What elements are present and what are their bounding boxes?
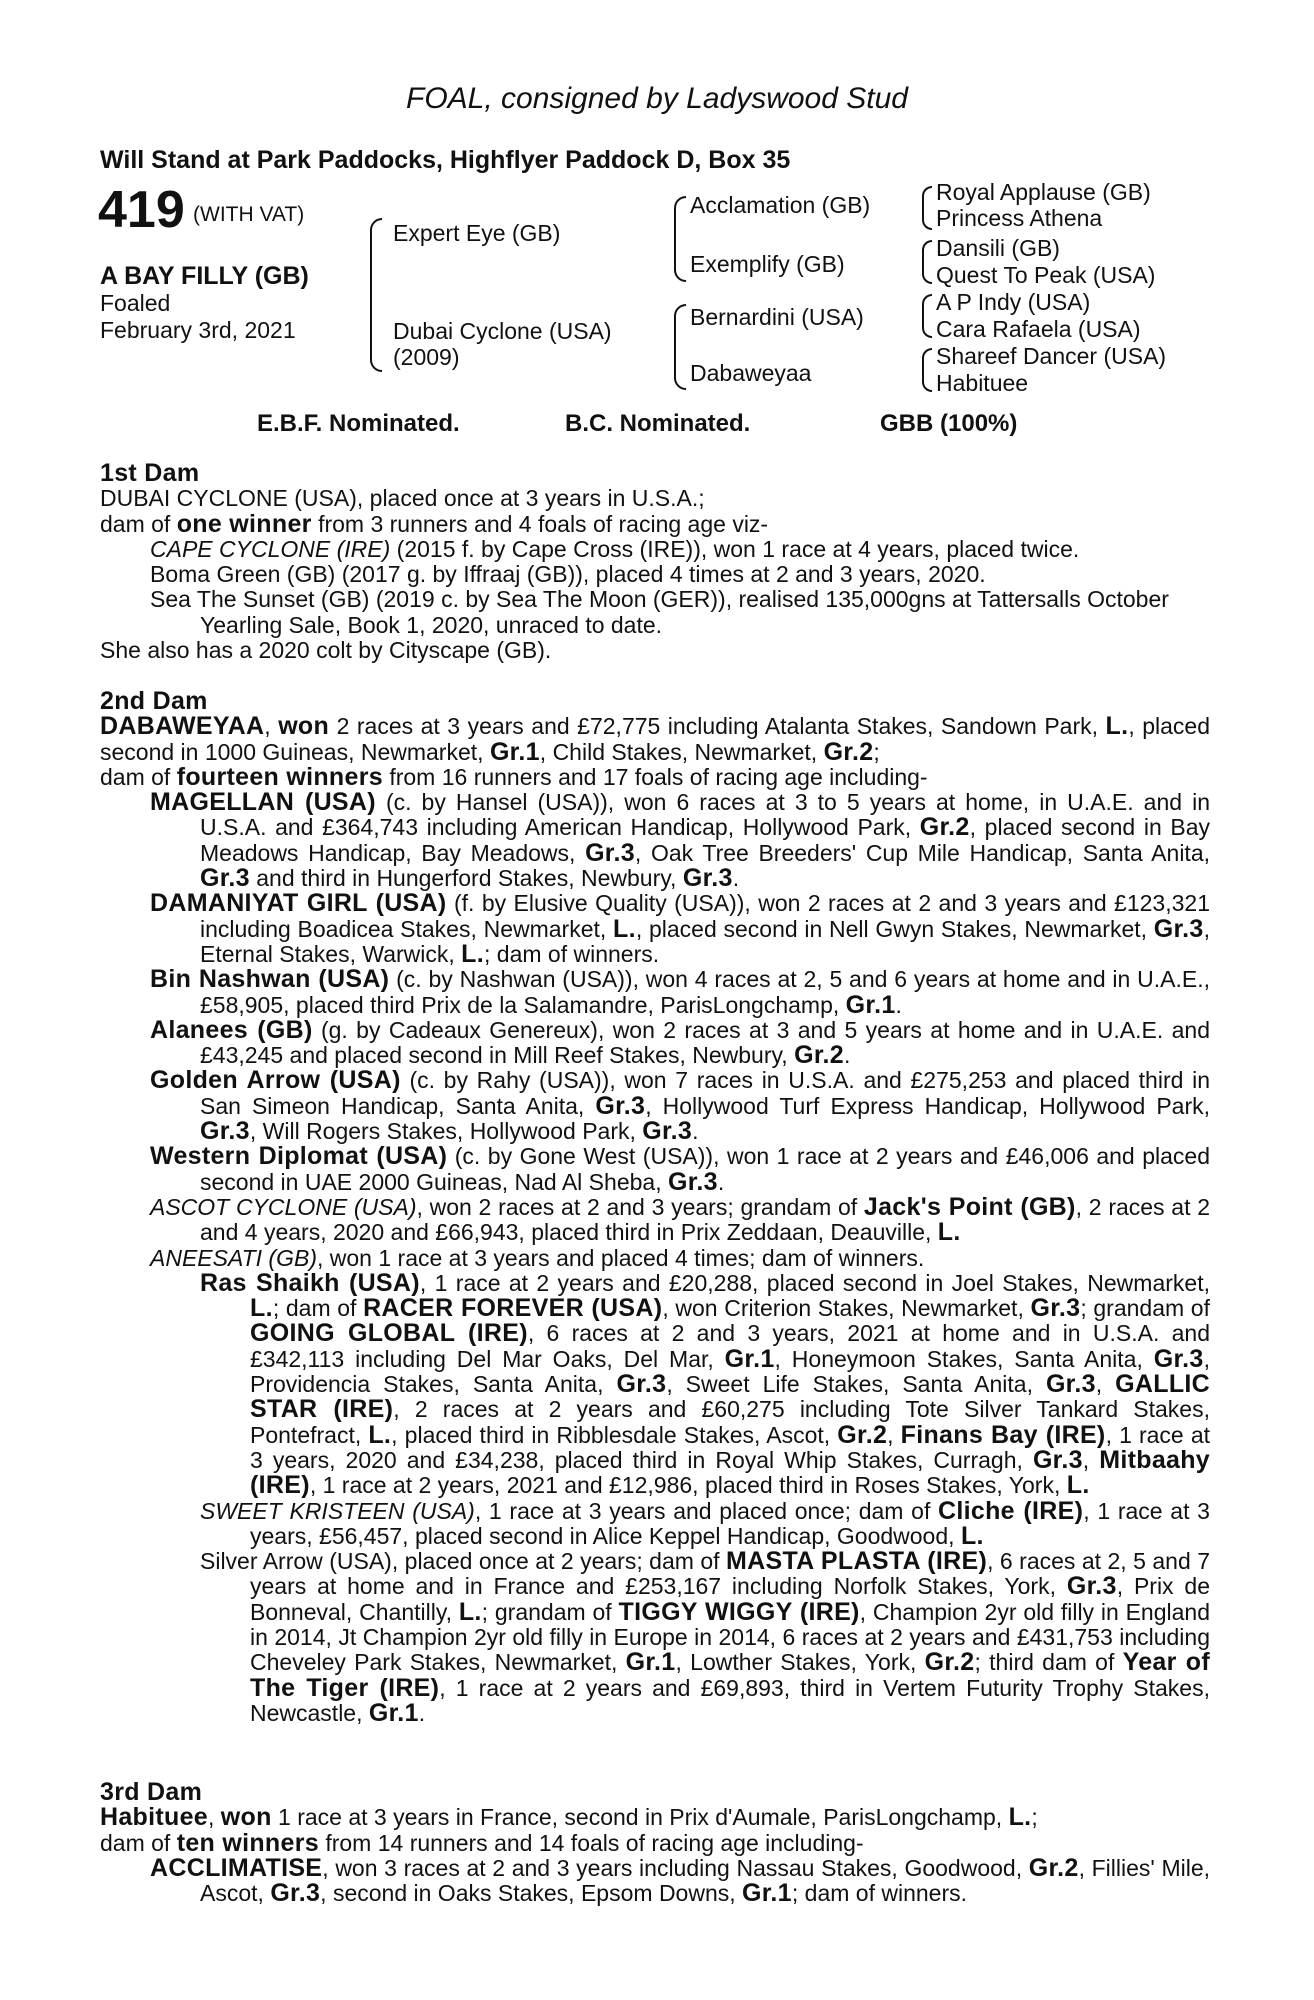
bracket-g1 [922, 186, 932, 230]
foaled-date: February 3rd, 2021 [100, 317, 296, 343]
third-dam-line: Habituee, won 1 race at 3 years in France, second in Prix d'Aumale, ParisLongchamp, L.; [100, 1803, 1038, 1832]
produce-entry: ASCOT CYCLONE (USA), won 2 races at 2 and 3 years; grandam of Jack's Point (GB), 2 races at 2 and 4 years, 2020 and £66,943, placed third in Prix Zeddaan, Deauville, L. [150, 1192, 1210, 1247]
second-dam-heading: 2nd Dam [100, 687, 208, 715]
produce-entry: DAMANIYAT GIRL (USA) (f. by Elusive Quality (USA)), won 2 races at 2 and 3 years and £123,321 including Boadicea Stakes, Newmarket, L., placed second in Nell Gwyn Stakes, Newmarket, Gr.3, Eternal Stakes, Warwick, L.; dam of winners. [150, 889, 1211, 968]
pedigree-sss: Royal Applause (GB) [936, 179, 1151, 205]
pedigree-sdd: Quest To Peak (USA) [936, 262, 1156, 288]
pedigree-sds: Dansili (GB) [936, 235, 1060, 261]
pedigree-sire-dam: Exemplify (GB) [690, 251, 845, 277]
pedigree-dam: Dubai Cyclone (USA) [393, 318, 612, 344]
pedigree-dam-sire: Bernardini (USA) [690, 304, 864, 330]
produce-entry: Boma Green (GB) (2017 g. by Iffraaj (GB)), placed 4 times at 2 and 3 years, 2020. [150, 561, 986, 588]
produce-entry: Alanees (GB) (g. by Cadeaux Genereux), won 2 races at 3 and 5 years at home and in U.A.E. and £43,245 and placed second in Mill Reef Stakes, Newbury, Gr.2. [150, 1015, 1210, 1070]
first-dam-heading: 1st Dam [100, 459, 200, 487]
produce-entry: Sea The Sunset (GB) (2019 c. by Sea The Moon (GER)), realised 135,000gns at Tattersalls October Yearling Sale, Book 1, 2020, unraced to date. [150, 586, 1169, 638]
bc-nominated: B.C. Nominated. [565, 410, 751, 437]
pedigree-ssd: Princess Athena [936, 205, 1103, 231]
first-dam-section [100, 461, 1210, 663]
bracket-g4 [922, 348, 932, 392]
third-dam-heading: 3rd Dam [100, 1778, 203, 1806]
gbb-status: GBB (100%) [880, 410, 1018, 437]
produce-entry: Western Diplomat (USA) (c. by Gone West (USA)), won 1 race at 2 years and £46,006 and placed second in UAE 2000 Guineas, Nad Al Sheba, Gr.3. [150, 1142, 1210, 1196]
foaled-label: Foaled [100, 290, 171, 316]
third-dam-produce-line: dam of ten winners from 14 runners and 14 foals of racing age including- [100, 1828, 864, 1857]
grand-produce-entry: Silver Arrow (USA), placed once at 2 years; dam of MASTA PLASTA (IRE), 6 races at 2, 5 and 7 years at home and in France and £253,167 including Norfolk Stakes, York, Gr.3, Prix de Bonneval, Chantilly, L.; grandam of TIGGY WIGGY (IRE), Champion 2yr old filly in England in 2014, Jt Champion 2yr old filly in Europe in 2014, 6 races at 2 years and £431,753 including Cheveley Park Stakes, Newmarket, Gr.1, Lowther Stakes, York, Gr.2; third dam of Year of The Tiger (IRE), 1 race at 2 years and £69,893, third in Vertem Futurity Trophy Stakes, Newcastle, Gr.1. [200, 1547, 1211, 1727]
bracket-g3 [922, 294, 932, 338]
pedigree-dds: Shareef Dancer (USA) [936, 343, 1167, 369]
pedigree-sire: Expert Eye (GB) [393, 220, 561, 246]
vat-label: (WITH VAT) [193, 203, 305, 226]
first-dam-line: DUBAI CYCLONE (USA), placed once at 3 years in U.S.A.; [100, 485, 705, 512]
pedigree-dam-dam: Dabaweyaa [690, 360, 812, 386]
pedigree-dam-year: (2009) [393, 344, 460, 370]
third-dam-section [100, 1780, 1210, 1906]
grand-produce-entry: Ras Shaikh (USA), 1 race at 2 years and £20,288, placed second in Joel Stakes, Newmarket, L.; dam of RACER FOREVER (USA), won Criterion Stakes, Newmarket, Gr.3; grandam of GOING GLOBAL (IRE), 6 races at 2 and 3 years, 2021 at home and in U.S.A. and £342,113 including Del Mar Oaks, Del Mar, Gr.1, Honeymoon Stakes, Santa Anita, Gr.3, Providencia Stakes, Santa Anita, Gr.3, Sweet Life Stakes, Santa Anita, Gr.3, GALLIC STAR (IRE), 2 races at 2 years and £60,275 including Tote Silver Tankard Stakes, Pontefract, L., placed third in Ribblesdale Stakes, Ascot, Gr.2, Finans Bay (IRE), 1 race at 3 years, 2020 and £34,238, placed third in Royal Whip Stakes, Curragh, Gr.3, Mitbaahy (IRE), 1 race at 2 years, 2021 and £12,986, placed third in Roses Stakes, York, L. [200, 1268, 1211, 1500]
second-dam-section [100, 689, 1210, 1726]
bracket-sire-parents [674, 196, 686, 282]
stand-location: Will Stand at Park Paddocks, Highflyer Paddock D, Box 35 [100, 146, 791, 174]
second-dam-line: DABAWEYAA, won 2 races at 3 years and £72,775 including Atalanta Stakes, Sandown Park, L., placed second in 1000 Guineas, Newmarket, Gr.1, Child Stakes, Newmarket, Gr.2; [100, 712, 1211, 766]
catalogue-title: FOAL, consigned by Ladyswood Stud [406, 82, 908, 115]
produce-entry: Golden Arrow (USA) (c. by Rahy (USA)), won 7 races in U.S.A. and £275,253 and placed third in San Simeon Handicap, Santa Anita, Gr.3, Hollywood Turf Express Handicap, Hollywood Park, Gr.3, Will Rogers Stakes, Hollywood Park, Gr.3. [150, 1066, 1211, 1146]
produce-entry: CAPE CYCLONE (IRE) (2015 f. by Cape Cross (IRE)), won 1 race at 4 years, placed twice. [150, 535, 1080, 562]
second-dam-produce-line: dam of fourteen winners from 16 runners and 17 foals of racing age including- [100, 762, 928, 791]
ebf-nominated: E.B.F. Nominated. [257, 410, 460, 437]
first-dam-produce-line: dam of one winner from 3 runners and 4 foals of racing age viz- [100, 509, 769, 538]
pedigree-dss: A P Indy (USA) [936, 289, 1091, 315]
produce-entry: ACCLIMATISE, won 3 races at 2 and 3 years including Nassau Stakes, Goodwood, Gr.2, Fillies' Mile, Ascot, Gr.3, second in Oaks Stakes, Epsom Downs, Gr.1; dam of winners. [150, 1853, 1210, 1908]
bracket-dam-parents [674, 304, 686, 390]
lot-name: A BAY FILLY (GB) [100, 262, 309, 290]
lot-number: 419 [98, 181, 185, 239]
produce-entry: Bin Nashwan (USA) (c. by Nashwan (USA)), won 4 races at 2, 5 and 6 years at home and in U.A.E., £58,905, placed third Prix de la Salamandre, ParisLongchamp, Gr.1. [150, 965, 1211, 1019]
bracket-g2 [922, 240, 932, 284]
produce-entry: ANEESATI (GB), won 1 race at 3 years and placed 4 times; dam of winners. [150, 1244, 925, 1271]
first-dam-note: She also has a 2020 colt by Cityscape (GB). [100, 637, 552, 664]
pedigree-sire-sire: Acclamation (GB) [690, 192, 871, 218]
produce-entry: MAGELLAN (USA) (c. by Hansel (USA)), won 6 races at 3 to 5 years at home, in U.A.E. and in U.S.A. and £364,743 including American Handicap, Hollywood Park, Gr.2, placed second in Bay Meadows Handicap, Bay Meadows, Gr.3, Oak Tree Breeders' Cup Mile Handicap, Santa Anita, Gr.3 and third in Hungerford Stakes, Newbury, Gr.3. [150, 788, 1210, 893]
pedigree-ddd: Habituee [936, 370, 1029, 396]
bracket-parents [370, 218, 382, 372]
pedigree-dsd: Cara Rafaela (USA) [936, 316, 1141, 342]
grand-produce-entry: SWEET KRISTEEN (USA), 1 race at 3 years and placed once; dam of Cliche (IRE), 1 race at 3 years, £56,457, placed second in Alice Keppel Handicap, Goodwood, L. [200, 1496, 1210, 1550]
